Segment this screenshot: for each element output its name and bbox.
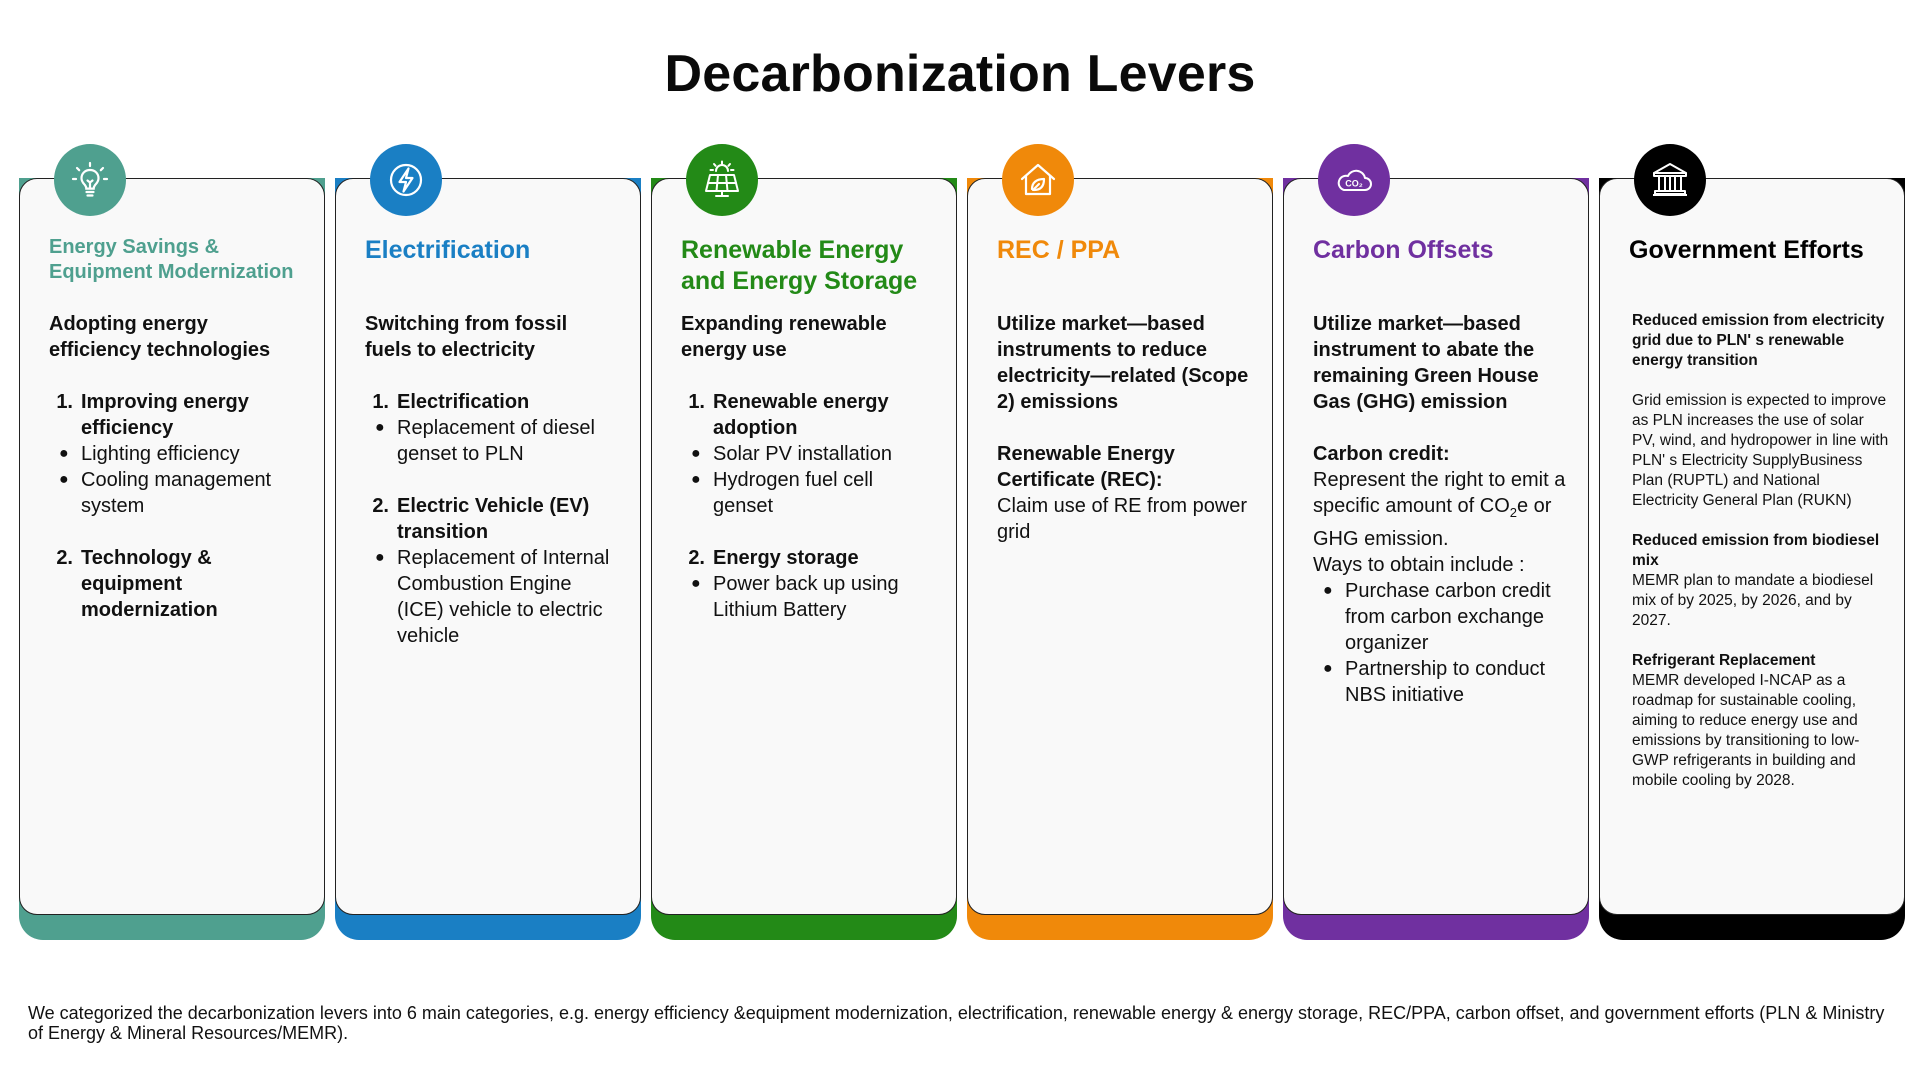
card-intro: Expanding renewable energy use xyxy=(681,313,887,361)
card-title: REC / PPA xyxy=(997,236,1121,264)
list-item: 1. Electrification xyxy=(372,391,530,413)
carbon-credit-heading: Carbon credit: xyxy=(1313,443,1450,465)
card-title: Government Efforts xyxy=(1629,236,1864,264)
card-intro: Utilize market—based instruments to reduce electricity—related (Scope 2) emissions xyxy=(997,313,1249,413)
footnote: We categorized the decarbonization levers into 6 main categories, e.g. energy efficiency &equipment modernization, electrification, renewable energy & energy storage, REC/PPA, carbon offset, and government efforts (PLN & Ministry of Energy & Mineral Resources/MEMR). xyxy=(28,1003,1885,1043)
list-bullet: ● Purchase carbon credit from carbon exchange organizer xyxy=(1323,580,1551,654)
lever-card-energy-savings xyxy=(19,178,325,940)
carbon-credit-text: Represent the right to emit a specific amount of $CO_2e$ or GHG emission. xyxy=(1313,469,1566,550)
svg-text:CO₂: CO₂ xyxy=(1345,178,1363,189)
card-intro: Utilize market—based instrument to abate the remaining Green House Gas (GHG) emission xyxy=(1313,313,1539,413)
list-bullet: ● Hydrogen fuel cell genset xyxy=(691,469,874,517)
lever-card-carbon-offsets xyxy=(1283,178,1589,940)
list-bullet: ● Replacement of Internal Combustion Engine (ICE) vehicle to electric vehicle xyxy=(375,547,610,647)
card-intro: Switching from fossil fuels to electricity xyxy=(365,313,568,361)
co2-cloud-icon xyxy=(1318,144,1390,216)
list-item: 1. Improving energy efficiency xyxy=(56,391,249,439)
list-bullet: ● Replacement of diesel genset to PLN xyxy=(375,417,595,465)
ways-to-obtain: Ways to obtain include : xyxy=(1313,554,1525,576)
list-item: 2. Energy storage xyxy=(688,547,859,569)
list-item: 1. Renewable energy adoption xyxy=(688,391,889,439)
gov-block: Refrigerant Replacement MEMR developed I-NCAP as a roadmap for sustainable cooling, aiming to reduce energy use and emissions by transitioning to low-GWP refrigerants in building and mobile cooling by 2028. xyxy=(1632,652,1860,789)
list-bullet: ● Partnership to conduct NBS initiative xyxy=(1323,658,1546,706)
gov-block: Reduced emission from biodiesel mix MEMR plan to mandate a biodiesel mix of by 2025, by 2026, and by 2027. xyxy=(1632,532,1880,629)
card-title: Electrification xyxy=(365,236,531,264)
page-title: Decarbonization Levers xyxy=(664,45,1256,103)
green-house-icon xyxy=(1002,144,1074,216)
lever-card-electrification xyxy=(335,178,641,940)
levers-row xyxy=(19,178,1909,940)
list-bullet: ● Solar PV installation xyxy=(691,443,892,465)
list-bullet: ● Lighting efficiency xyxy=(59,443,240,465)
card-title: Energy Savings & Equipment Modernization xyxy=(49,236,294,283)
gov-block: Reduced emission from electricity grid due to PLN' s renewable energy transition xyxy=(1632,312,1885,369)
lever-card-renewable-energy xyxy=(651,178,957,940)
lightning-icon xyxy=(370,144,442,216)
rec-text: Claim use of RE from power grid xyxy=(997,495,1248,543)
lever-card-government-efforts xyxy=(1599,178,1905,940)
lever-card-rec-ppa xyxy=(967,178,1273,940)
list-bullet: ● Cooling management system xyxy=(59,469,272,517)
rec-heading: Renewable Energy Certificate (REC): xyxy=(997,443,1175,491)
card-title: Renewable Energy and Energy Storage xyxy=(681,236,918,295)
gov-block: Grid emission is expected to improve as PLN increases the use of solar PV, wind, and hydropower in line with PLN' s Electricity SupplyBusiness Plan (RUPTL) and National Electricity General Plan (RUKN) xyxy=(1632,392,1889,509)
card-title: Carbon Offsets xyxy=(1313,236,1494,264)
list-item: 2. Technology & equipment modernization xyxy=(56,547,218,621)
solar-panel-icon xyxy=(686,144,758,216)
card-intro: Adopting energy efficiency technologies xyxy=(49,313,271,361)
list-bullet: ● Power back up using Lithium Battery xyxy=(691,573,899,621)
lightbulb-icon xyxy=(54,144,126,216)
government-building-icon xyxy=(1634,144,1706,216)
list-item: 2. Electric Vehicle (EV) transition xyxy=(372,495,590,543)
